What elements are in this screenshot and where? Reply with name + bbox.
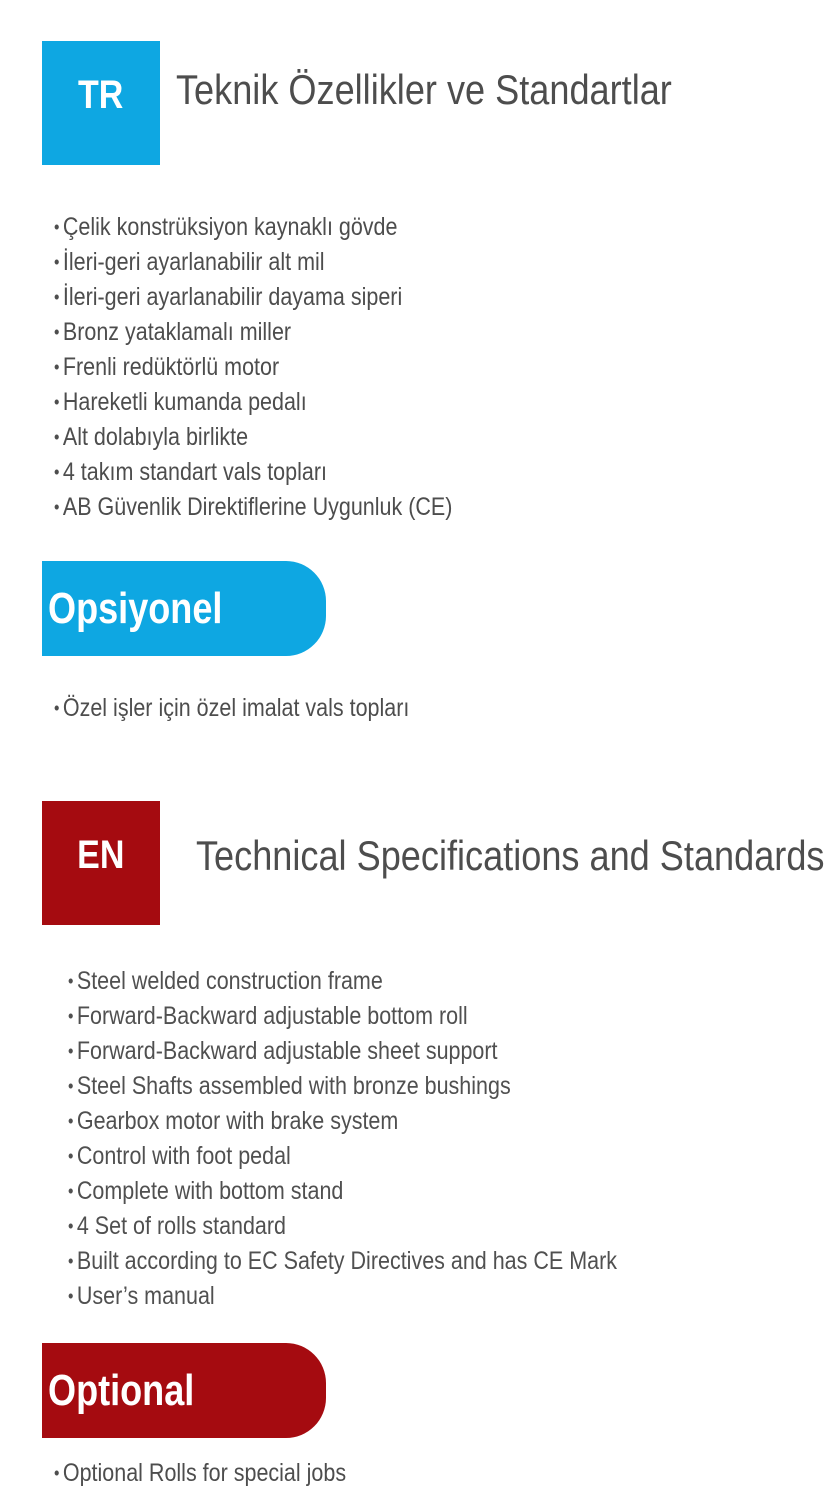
- list-item: • Hareketli kumanda pedalı: [54, 388, 307, 416]
- tr-section-title: Teknik Özellikler ve Standartlar: [176, 66, 672, 113]
- list-item: • Control with foot pedal: [68, 1142, 291, 1170]
- list-item: • Complete with bottom stand: [68, 1177, 344, 1205]
- list-item: • User’s manual: [68, 1282, 215, 1310]
- list-item: • AB Güvenlik Direktiflerine Uygunluk (CE): [54, 493, 453, 521]
- tr-feature-list: [54, 210, 517, 525]
- tr-language-badge-label: TR: [78, 72, 124, 117]
- en-optional-heading: Optional: [48, 1366, 195, 1415]
- list-item: • Alt dolabıyla birlikte: [54, 423, 249, 451]
- en-language-badge-label: EN: [77, 832, 125, 877]
- list-item: • Frenli redüktörlü motor: [54, 353, 280, 381]
- en-section-title: Technical Specifications and Standards: [196, 832, 825, 879]
- list-item: • Gearbox motor with brake system: [68, 1107, 399, 1135]
- tr-optional-list: [54, 691, 467, 726]
- list-item: • 4 Set of rolls standard: [68, 1212, 287, 1240]
- en-optional-list: [54, 1456, 394, 1491]
- list-item: • İleri-geri ayarlanabilir dayama siperi: [54, 283, 403, 311]
- list-item: • Steel welded construction frame: [68, 967, 383, 995]
- list-item: • Bronz yataklamalı miller: [54, 318, 292, 346]
- tr-optional-heading: Opsiyonel: [48, 584, 223, 633]
- list-item: • Forward-Backward adjustable sheet support: [68, 1037, 498, 1065]
- list-item: • Built according to EC Safety Directives and has CE Mark: [68, 1247, 617, 1275]
- list-item: • 4 takım standart vals topları: [54, 458, 327, 486]
- list-item: • Forward-Backward adjustable bottom roll: [68, 1002, 468, 1030]
- list-item: • Steel Shafts assembled with bronze bushings: [68, 1072, 511, 1100]
- list-item: • Çelik konstrüksiyon kaynaklı gövde: [54, 213, 398, 241]
- list-item: • Özel işler için özel imalat vals topları: [54, 694, 410, 722]
- en-feature-list: [68, 964, 706, 1314]
- list-item: • Optional Rolls for special jobs: [54, 1459, 347, 1487]
- list-item: • İleri-geri ayarlanabilir alt mil: [54, 248, 325, 276]
